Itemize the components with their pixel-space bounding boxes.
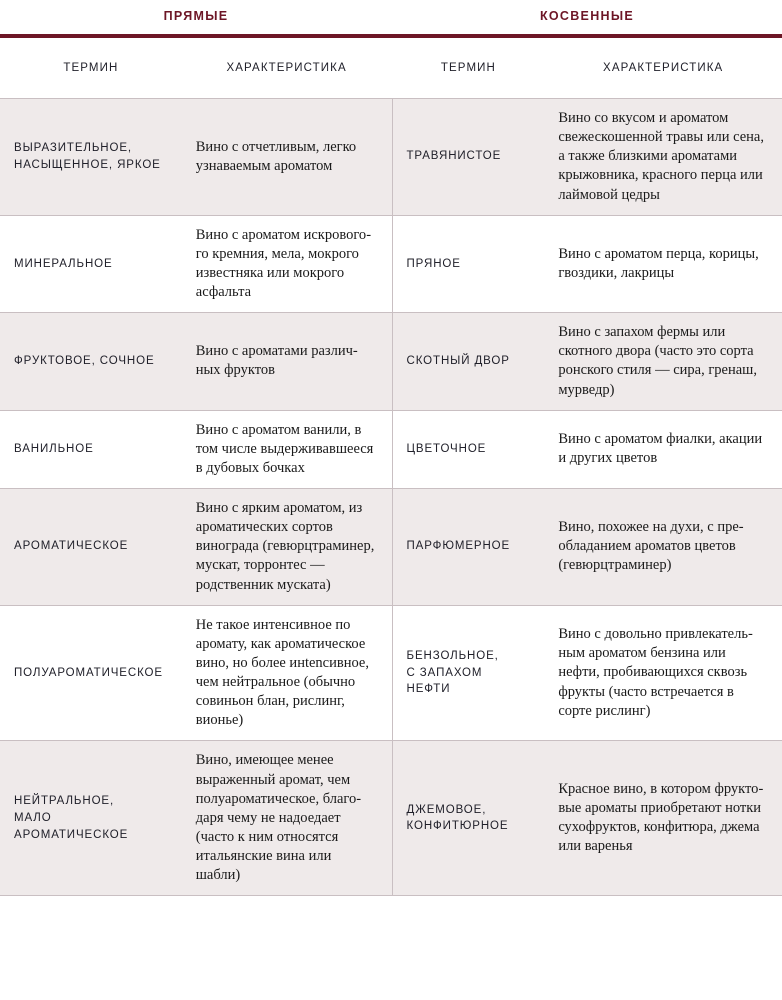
row-term-right: ТРАВЯНИСТОЕ — [406, 150, 502, 163]
group-header-indirect: КОСВЕННЫЕ — [539, 9, 635, 23]
row-term-right: СКОТНЫЙ ДВОР — [406, 355, 510, 368]
row-description-right: Вино с ароматом фиалки, акации и других цветов — [558, 431, 763, 467]
row-description-right: Вино с довольно привлекательным ароматом бензина или нефти, пробивающихся сквозь фрукты (часто встречается в сорте рислинг) — [558, 626, 753, 719]
row-description-right: Вино с ароматом перца, корицы, гвоздики, лакрицы — [558, 245, 759, 281]
table-body — [0, 99, 782, 896]
row-description-right: Красное вино, в котором фруктовые ароматы приобретают нотки сухофруктов, конфитюра, джема или варенья — [558, 781, 764, 855]
row-term-left: ВЫРАЗИТЕЛЬНОЕ, НАСЫЩЕННОЕ, ЯРКОЕ — [14, 142, 161, 171]
row-term-left: ФРУКТОВОЕ, СОЧНОЕ — [14, 355, 155, 368]
table-row — [0, 313, 782, 411]
row-term-left: ВАНИЛЬНОЕ — [14, 442, 94, 455]
row-description-left: Вино, имеющее менее выраженный аромат, чем полуароматическое, благодаря чему не надоедает (часто к ним относятся итальянские вина или шабли) — [195, 752, 362, 884]
column-headers — [0, 38, 782, 99]
row-term-left: МИНЕРАЛЬНОЕ — [14, 257, 113, 270]
group-headers — [0, 0, 782, 34]
row-term-right: ПРЯНОЕ — [406, 257, 461, 270]
row-description-left: Вино с ароматами различных фруктов — [195, 343, 358, 379]
row-term-left: ПОЛУАРОМАТИЧЕСКОЕ — [14, 666, 163, 679]
column-header-term-right: ТЕРМИН — [440, 62, 496, 74]
table-row — [0, 99, 782, 216]
table-row — [0, 741, 782, 896]
row-description-right: Вино со вкусом и ароматом свежескошенной травы или сена, а также близкими ароматами крыжовника, красного перца или лаймовой цедры — [558, 110, 764, 203]
row-term-right: ПАРФЮМЕРНОЕ — [406, 540, 511, 553]
row-description-right: Вино с запахом фермы или скотного двора (часто это сорта ронского стиля — сира, гренаш, мурведр) — [558, 324, 757, 398]
table-row — [0, 411, 782, 489]
row-description-left: Вино с отчетливым, легко узнаваемым ароматом — [195, 138, 357, 174]
row-term-left: АРОМАТИЧЕСКОЕ — [14, 540, 129, 553]
column-header-characteristic-left: ХАРАКТЕРИСТИКА — [226, 62, 347, 74]
row-description-left: Не такое интенсивное по аромату, как ароматическое вино, но более инtenсивное, чем нейтральное (обычно совиньон блан, рислинг, вионье) — [195, 616, 369, 729]
row-term-right: ЦВЕТОЧНОЕ — [406, 442, 487, 455]
table-row — [0, 606, 782, 742]
column-header-characteristic-right: ХАРАКТЕРИСТИКА — [603, 62, 724, 74]
column-header-term-left: ТЕРМИН — [63, 62, 119, 74]
row-term-right: БЕНЗОЛЬНОЕ, С ЗАПАХОМ НЕФТИ — [406, 649, 499, 696]
row-description-left: Вино с ароматом ванили, в том числе выдерживавшееся в дубовых бочках — [195, 421, 374, 476]
table-row — [0, 489, 782, 606]
table-row — [0, 216, 782, 314]
row-description-left: Вино с ярким ароматом, из ароматических сортов винограда (гевюрцтраминер, мускат, торронтес — родственник муската) — [195, 500, 375, 593]
row-term-right: ДЖЕМОВОЕ, КОНФИТЮРНОЕ — [406, 803, 509, 833]
row-description-left: Вино с ароматом искровогого кремния, мела, мокрого известняка или мокрого асфальта — [195, 226, 372, 300]
group-header-direct: ПРЯМЫЕ — [163, 9, 229, 23]
row-description-right: Вино, похожее на духи, с преобладанием ароматов цветов (гевюрцтраминер) — [558, 519, 744, 574]
row-term-left: НЕЙТРАЛЬНОЕ, МАЛО АРОМАТИЧЕСКОЕ — [14, 795, 129, 841]
